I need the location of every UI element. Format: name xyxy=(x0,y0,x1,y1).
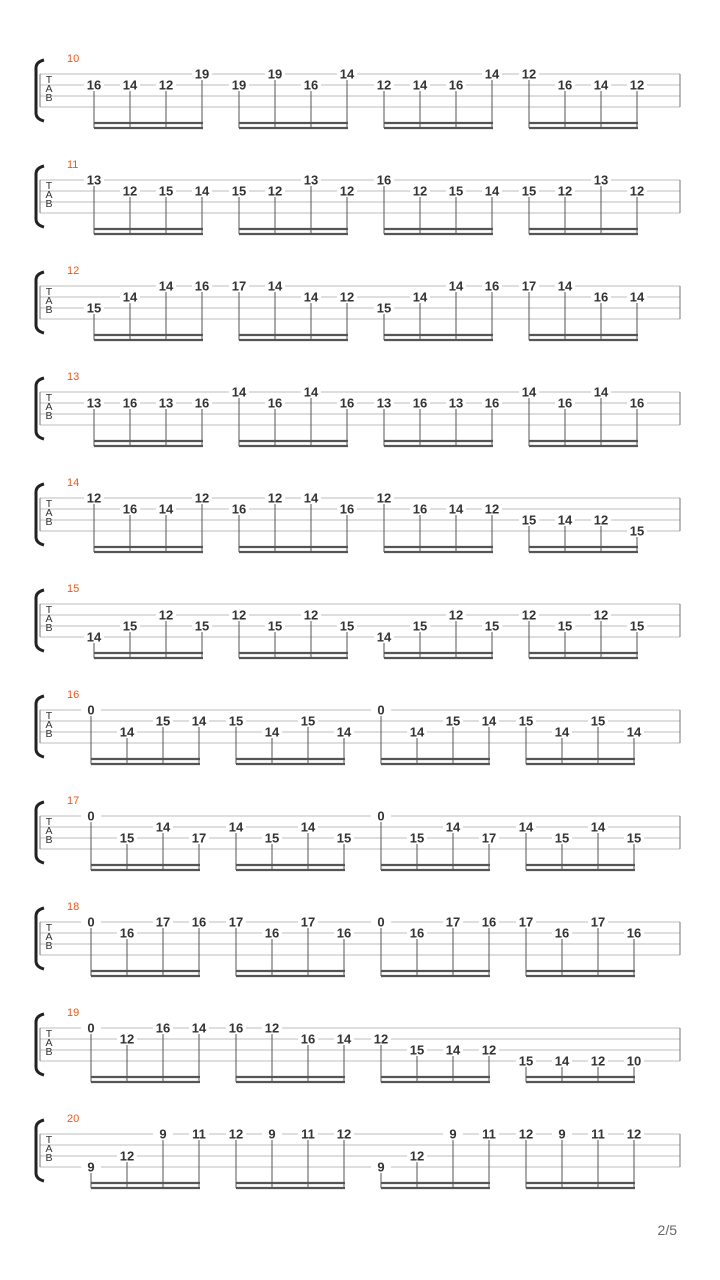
fret-number: 16 xyxy=(155,1020,171,1036)
fret-number: 12 xyxy=(409,1148,425,1164)
fret-number: 14 xyxy=(412,289,428,305)
fret-number: 12 xyxy=(267,183,283,199)
tab-clef-letter: B xyxy=(45,92,53,104)
fret-number: 17 xyxy=(445,914,461,930)
fret-number: 11 xyxy=(482,1126,496,1142)
fret-number: 12 xyxy=(86,490,102,506)
fret-number: 12 xyxy=(339,289,355,305)
tab-clef-letter: T xyxy=(45,604,53,616)
fret-number: 12 xyxy=(521,66,537,82)
fret-number: 15 xyxy=(629,523,645,539)
fret-number: 14 xyxy=(228,819,244,835)
fret-number: 16 xyxy=(228,1020,244,1036)
tab-clef-letter: T xyxy=(45,74,53,86)
fret-number: 12 xyxy=(629,183,645,199)
fret-number: 19 xyxy=(231,77,247,93)
tab-clef-letter: A xyxy=(45,295,53,307)
tab-system xyxy=(36,371,680,446)
fret-number: 16 xyxy=(557,395,573,411)
tab-system xyxy=(36,159,680,234)
fret-number: 16 xyxy=(412,501,428,517)
tab-clef-letter: T xyxy=(45,922,53,934)
fret-number: 11 xyxy=(301,1126,315,1142)
fret-number: 13 xyxy=(376,395,392,411)
fret-number: 17 xyxy=(521,278,537,294)
fret-number: 15 xyxy=(626,830,642,846)
fret-number: 16 xyxy=(194,395,210,411)
fret-number: 14 xyxy=(155,819,171,835)
fret-number: 15 xyxy=(518,1053,534,1069)
fret-number: 14 xyxy=(521,384,537,400)
measure-number: 12 xyxy=(67,265,80,277)
fret-number: 16 xyxy=(626,925,642,941)
tab-system xyxy=(36,1007,680,1082)
tab-clef-letter: T xyxy=(45,816,53,828)
measure-number: 13 xyxy=(67,371,80,383)
tab-system xyxy=(36,477,680,552)
fret-number: 17 xyxy=(155,914,171,930)
fret-number: 0 xyxy=(87,914,95,930)
fret-number: 16 xyxy=(409,925,425,941)
fret-number: 16 xyxy=(264,925,280,941)
fret-number: 9 xyxy=(268,1126,276,1142)
fret-number: 15 xyxy=(409,830,425,846)
tab-clef-letter: T xyxy=(45,180,53,192)
fret-number: 12 xyxy=(412,183,428,199)
fret-number: 14 xyxy=(481,713,497,729)
tab-clef-letter: A xyxy=(45,83,53,95)
tab-clef-letter: A xyxy=(45,825,53,837)
page-number: 2/5 xyxy=(657,1222,677,1238)
fret-number: 19 xyxy=(267,66,283,82)
fret-number: 15 xyxy=(629,618,645,634)
fret-number: 14 xyxy=(557,278,573,294)
tab-clef-letter: B xyxy=(45,304,53,316)
fret-number: 10 xyxy=(626,1053,642,1069)
fret-number: 17 xyxy=(228,914,244,930)
fret-number: 0 xyxy=(87,1020,95,1036)
fret-number: 15 xyxy=(231,183,247,199)
fret-number: 16 xyxy=(339,501,355,517)
fret-number: 9 xyxy=(377,1159,385,1175)
fret-number: 15 xyxy=(448,183,464,199)
fret-number: 16 xyxy=(593,289,609,305)
fret-number: 12 xyxy=(626,1126,642,1142)
fret-number: 14 xyxy=(557,512,573,528)
fret-number: 16 xyxy=(303,77,319,93)
fret-number: 9 xyxy=(558,1126,566,1142)
fret-number: 0 xyxy=(87,808,95,824)
tab-system xyxy=(36,901,680,976)
fret-number: 12 xyxy=(448,607,464,623)
tab-clef-letter: T xyxy=(45,498,53,510)
fret-number: 14 xyxy=(119,724,135,740)
fret-number: 13 xyxy=(86,395,102,411)
fret-number: 14 xyxy=(191,713,207,729)
measure-number: 16 xyxy=(67,689,80,701)
fret-number: 17 xyxy=(300,914,316,930)
fret-number: 16 xyxy=(412,395,428,411)
tab-clef-letter: A xyxy=(45,1143,53,1155)
fret-number: 14 xyxy=(445,819,461,835)
tab-clef-letter: B xyxy=(45,516,53,528)
fret-number: 16 xyxy=(484,278,500,294)
fret-number: 13 xyxy=(158,395,174,411)
fret-number: 12 xyxy=(339,183,355,199)
tab-clef-letter: B xyxy=(45,940,53,952)
fret-number: 16 xyxy=(376,172,392,188)
fret-number: 14 xyxy=(303,384,319,400)
fret-number: 12 xyxy=(521,607,537,623)
fret-number: 16 xyxy=(554,925,570,941)
fret-number: 14 xyxy=(484,66,500,82)
fret-number: 17 xyxy=(231,278,247,294)
tab-clef-letter: B xyxy=(45,410,53,422)
fret-number: 16 xyxy=(484,395,500,411)
fret-number: 0 xyxy=(377,914,385,930)
fret-number: 14 xyxy=(303,490,319,506)
fret-number: 16 xyxy=(122,395,138,411)
tab-clef-letter: A xyxy=(45,719,53,731)
fret-number: 17 xyxy=(590,914,606,930)
fret-number: 12 xyxy=(518,1126,534,1142)
fret-number: 14 xyxy=(336,1031,352,1047)
fret-number: 15 xyxy=(590,713,606,729)
fret-number: 14 xyxy=(191,1020,207,1036)
fret-number: 14 xyxy=(264,724,280,740)
fret-number: 16 xyxy=(448,77,464,93)
fret-number: 17 xyxy=(481,830,497,846)
tab-system xyxy=(36,583,680,658)
tab-clef-letter: T xyxy=(45,1028,53,1040)
fret-number: 14 xyxy=(554,724,570,740)
fret-number: 0 xyxy=(377,702,385,718)
fret-number: 12 xyxy=(119,1148,135,1164)
fret-number: 12 xyxy=(590,1053,606,1069)
fret-number: 14 xyxy=(448,278,464,294)
fret-number: 16 xyxy=(191,914,207,930)
fret-number: 16 xyxy=(339,395,355,411)
fret-number: 16 xyxy=(300,1031,316,1047)
fret-number: 15 xyxy=(557,618,573,634)
fret-number: 16 xyxy=(122,501,138,517)
fret-number: 12 xyxy=(629,77,645,93)
fret-number: 15 xyxy=(300,713,316,729)
fret-number: 12 xyxy=(376,490,392,506)
fret-number: 14 xyxy=(122,289,138,305)
fret-number: 17 xyxy=(518,914,534,930)
fret-number: 12 xyxy=(481,1042,497,1058)
fret-number: 14 xyxy=(590,819,606,835)
fret-number: 15 xyxy=(409,1042,425,1058)
tab-system xyxy=(36,795,680,870)
fret-number: 12 xyxy=(593,512,609,528)
fret-number: 9 xyxy=(87,1159,95,1175)
fret-number: 15 xyxy=(484,618,500,634)
fret-number: 16 xyxy=(194,278,210,294)
fret-number: 16 xyxy=(557,77,573,93)
tab-clef-letter: B xyxy=(45,622,53,634)
fret-number: 14 xyxy=(86,629,102,645)
fret-number: 15 xyxy=(554,830,570,846)
tab-clef-letter: T xyxy=(45,1134,53,1146)
fret-number: 15 xyxy=(86,300,102,316)
tab-clef-letter: T xyxy=(45,710,53,722)
tab-system xyxy=(36,53,680,128)
fret-number: 13 xyxy=(303,172,319,188)
measure-number: 17 xyxy=(67,795,80,807)
fret-number: 14 xyxy=(336,724,352,740)
fret-number: 15 xyxy=(228,713,244,729)
fret-number: 16 xyxy=(629,395,645,411)
fret-number: 15 xyxy=(521,512,537,528)
tab-clef-letter: A xyxy=(45,613,53,625)
fret-number: 16 xyxy=(119,925,135,941)
fret-number: 15 xyxy=(336,830,352,846)
measure-number: 11 xyxy=(67,159,79,171)
fret-number: 11 xyxy=(591,1126,605,1142)
fret-number: 15 xyxy=(339,618,355,634)
fret-number: 0 xyxy=(87,702,95,718)
fret-number: 9 xyxy=(159,1126,167,1142)
measure-number: 15 xyxy=(67,583,80,595)
fret-number: 15 xyxy=(119,830,135,846)
fret-number: 19 xyxy=(194,66,210,82)
tab-clef-letter: B xyxy=(45,834,53,846)
measure-number: 18 xyxy=(67,901,80,913)
fret-number: 15 xyxy=(158,183,174,199)
fret-number: 14 xyxy=(484,183,500,199)
measure-number: 20 xyxy=(67,1113,80,1125)
fret-number: 12 xyxy=(158,77,174,93)
fret-number: 16 xyxy=(86,77,102,93)
fret-number: 14 xyxy=(629,289,645,305)
fret-number: 14 xyxy=(593,384,609,400)
fret-number: 14 xyxy=(339,66,355,82)
fret-number: 12 xyxy=(484,501,500,517)
fret-number: 15 xyxy=(445,713,461,729)
fret-number: 12 xyxy=(376,77,392,93)
fret-number: 14 xyxy=(518,819,534,835)
fret-number: 17 xyxy=(191,830,207,846)
fret-number: 14 xyxy=(300,819,316,835)
fret-number: 13 xyxy=(448,395,464,411)
fret-number: 12 xyxy=(194,490,210,506)
tab-clef-letter: A xyxy=(45,931,53,943)
fret-number: 14 xyxy=(409,724,425,740)
fret-number: 13 xyxy=(86,172,102,188)
tab-system xyxy=(36,689,680,764)
fret-number: 12 xyxy=(267,490,283,506)
fret-number: 16 xyxy=(231,501,247,517)
fret-number: 14 xyxy=(626,724,642,740)
fret-number: 14 xyxy=(158,278,174,294)
tab-clef-letter: A xyxy=(45,1037,53,1049)
fret-number: 15 xyxy=(264,830,280,846)
fret-number: 15 xyxy=(376,300,392,316)
fret-number: 14 xyxy=(445,1042,461,1058)
fret-number: 12 xyxy=(557,183,573,199)
tab-clef-letter: A xyxy=(45,189,53,201)
fret-number: 15 xyxy=(194,618,210,634)
fret-number: 14 xyxy=(231,384,247,400)
fret-number: 14 xyxy=(412,77,428,93)
fret-number: 14 xyxy=(593,77,609,93)
measure-number: 14 xyxy=(67,477,80,489)
fret-number: 11 xyxy=(192,1126,206,1142)
tab-clef-letter: B xyxy=(45,1152,53,1164)
tab-clef-letter: B xyxy=(45,1046,53,1058)
fret-number: 12 xyxy=(119,1031,135,1047)
fret-number: 12 xyxy=(264,1020,280,1036)
fret-number: 14 xyxy=(448,501,464,517)
fret-number: 15 xyxy=(155,713,171,729)
fret-number: 14 xyxy=(267,278,283,294)
fret-number: 0 xyxy=(377,808,385,824)
tab-system xyxy=(36,265,680,340)
fret-number: 12 xyxy=(231,607,247,623)
tab-system xyxy=(36,1113,680,1188)
fret-number: 12 xyxy=(593,607,609,623)
tab-clef-letter: T xyxy=(45,286,53,298)
fret-number: 12 xyxy=(373,1031,389,1047)
fret-number: 12 xyxy=(228,1126,244,1142)
fret-number: 15 xyxy=(122,618,138,634)
tab-clef-letter: A xyxy=(45,507,53,519)
fret-number: 12 xyxy=(158,607,174,623)
fret-number: 12 xyxy=(336,1126,352,1142)
fret-number: 14 xyxy=(303,289,319,305)
fret-number: 14 xyxy=(194,183,210,199)
fret-number: 9 xyxy=(449,1126,457,1142)
fret-number: 16 xyxy=(336,925,352,941)
fret-number: 12 xyxy=(122,183,138,199)
fret-number: 16 xyxy=(267,395,283,411)
fret-number: 15 xyxy=(412,618,428,634)
tab-clef-letter: B xyxy=(45,198,53,210)
fret-number: 14 xyxy=(554,1053,570,1069)
fret-number: 15 xyxy=(518,713,534,729)
fret-number: 15 xyxy=(267,618,283,634)
tab-clef-letter: A xyxy=(45,401,53,413)
fret-number: 14 xyxy=(122,77,138,93)
measure-number: 10 xyxy=(67,53,80,65)
tab-clef-letter: T xyxy=(45,392,53,404)
fret-number: 12 xyxy=(303,607,319,623)
fret-number: 13 xyxy=(593,172,609,188)
fret-number: 15 xyxy=(521,183,537,199)
tab-clef-letter: B xyxy=(45,728,53,740)
fret-number: 14 xyxy=(158,501,174,517)
measure-number: 19 xyxy=(67,1007,80,1019)
fret-number: 16 xyxy=(481,914,497,930)
fret-number: 14 xyxy=(376,629,392,645)
